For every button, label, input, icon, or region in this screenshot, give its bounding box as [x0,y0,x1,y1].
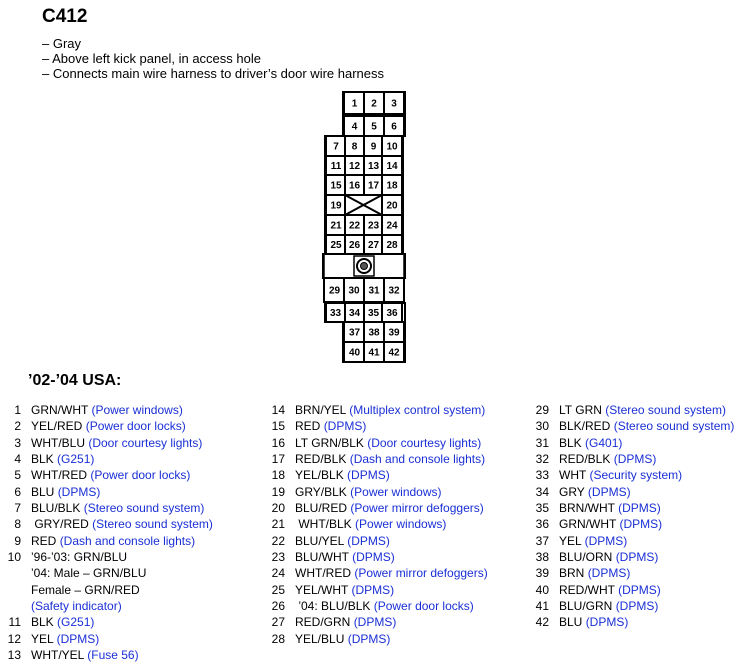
wire-color: BRN/WHT [559,501,615,516]
pin-label: 1 [351,98,358,110]
pin-cavity [364,116,384,136]
pin-cavity [384,342,404,362]
pin-number: 26 [271,599,285,614]
pin-cavity [326,303,345,322]
pin-number: 25 [271,582,285,597]
pin-number: 20 [271,501,285,516]
circuit-description: (DPMS) [587,484,631,499]
pin-number: 5 [14,468,21,483]
wire-color: RED/GRN [295,615,351,630]
legend-row [532,516,734,532]
circuit-description: (Multiplex control system) [349,403,486,417]
wire-color: RED [295,419,321,434]
circuit-description: (DPMS) [351,582,395,597]
pin-cavity [382,136,402,156]
pin-number: 38 [535,550,549,565]
pin-cavity [384,92,404,114]
wire-color: LT GRN/BLK [295,435,364,450]
circuit-description: (DPMS) [615,599,659,614]
pin-label: 20 [386,200,398,212]
circuit-description: (DPMS) [353,615,397,630]
pin-cavity [344,342,365,362]
legend-row [532,484,734,500]
legend-column-2 [268,402,488,647]
pin-cavity [364,303,383,322]
pin-label: 3 [391,98,397,110]
pin-label: 21 [330,220,342,232]
circuit-description: (Safety indicator) [31,599,122,614]
pin-number: 37 [535,533,549,548]
wire-color: WHT/RED [31,468,87,483]
pin-cavity [345,235,364,254]
pin-number: 30 [535,419,549,434]
legend-row [532,614,734,630]
wire-color: RED/BLK [295,452,347,467]
pin-label: 32 [388,285,400,297]
pin-number: 40 [535,582,549,597]
wire-color: GRN/WHT [31,403,89,417]
pin-number: 15 [271,419,285,434]
legend-row [268,451,488,467]
pin-label: 24 [386,220,398,232]
pin-cavity [364,322,384,342]
wire-color: YEL/BLU [295,631,345,646]
pin-cavity [382,215,402,235]
pin-label: 13 [367,161,380,172]
wire-color: BLK/RED [559,419,611,434]
pin-number: 3 [14,435,21,450]
pin-label: 15 [330,180,342,192]
pin-number: 23 [271,550,285,565]
pin-label: 28 [386,240,398,251]
pin-number: 41 [535,599,549,614]
circuit-description: (DPMS) [56,631,100,646]
wire-color: RED [31,533,57,548]
pin-label: 17 [367,180,380,192]
wire-color: BLK [559,435,582,450]
pin-cavity [384,278,404,302]
pin-label: 36 [386,308,398,319]
pin-cavity [382,195,402,215]
pin-number: 19 [271,484,285,499]
pin-cavity [345,175,364,195]
legend-row [532,402,734,418]
unused-cavity [345,195,382,215]
legend-row [268,614,488,630]
pin-label: 41 [368,347,380,359]
circuit-description: (DPMS) [613,452,657,467]
pin-cavity [344,322,365,342]
circuit-description: (Power mirror defoggers) [350,501,484,516]
pin-label: 19 [330,200,342,212]
legend-row [4,598,213,614]
pin-label: 9 [370,141,377,153]
pin-cavity [326,195,346,215]
pin-cavity [345,303,364,322]
legend-row [4,631,213,647]
pin-number: 39 [535,566,549,581]
circuit-description: (DPMS) [585,615,629,630]
legend-row [268,533,488,549]
pin-label: 30 [348,285,360,297]
legend-row [532,418,734,434]
circuit-description: (DPMS) [323,419,367,434]
legend-row [4,565,213,581]
pin-label: 14 [386,161,398,172]
pin-label: 6 [391,121,397,133]
legend-row [4,516,213,532]
wire-color: BLK [31,452,54,467]
pin-cavity [364,278,384,302]
legend-row [4,647,213,663]
pin-label: 11 [330,161,342,172]
legend-row [4,451,213,467]
legend-row [532,451,734,467]
wire-color: BLU/YEL [295,533,344,548]
pin-number: 21 [271,517,285,532]
region-heading: ’02-’04 USA: [28,372,122,389]
pin-cavity [344,278,364,302]
circuit-description: (DPMS) [615,550,659,565]
pin-cavity [326,175,346,195]
legend-row [532,500,734,516]
pin-label: 25 [330,240,342,251]
pin-label: 12 [348,161,361,172]
circuit-description: (Stereo sound system) [83,501,205,516]
wire-color: BLU [559,615,583,630]
pin-cavity [345,136,364,156]
pin-cavity [345,156,364,175]
pin-number: 2 [14,419,21,434]
legend-row [268,484,488,500]
circuit-description: (DPMS) [352,550,395,565]
wire-color: YEL/WHT [295,582,349,597]
pin-cavity [364,175,383,195]
pin-number: 6 [14,484,21,499]
pin-number: 34 [535,484,549,499]
circuit-description: (G251) [57,452,95,467]
pin-number: 10 [7,550,21,565]
pin-number: 28 [271,631,285,646]
circuit-description: (DPMS) [347,631,391,646]
legend-row [532,467,734,483]
pin-number: 35 [535,501,549,516]
legend-row [268,582,488,598]
note-location: – Above left kick panel, in access hole [42,51,261,66]
pin-number: 16 [271,435,285,450]
pin-number: 17 [271,452,285,467]
wire-color: BLU [31,484,55,499]
wire-color: RED/BLK [559,452,611,467]
pin-number: 24 [271,566,285,581]
wire-color: BLU/BLK [31,501,81,516]
pin-cavity [344,116,365,136]
pin-label: 29 [328,285,341,297]
pin-cavity [324,278,345,302]
pin-label: 2 [371,98,377,110]
wire-color: Female – GRN/RED [31,582,140,597]
circuit-description: (Power windows) [350,484,442,499]
note-connects: – Connects main wire harness to driver’s door wire harness [42,66,385,81]
pin-label: 8 [351,141,358,153]
wire-color: GRY/RED [31,517,89,532]
legend-row [532,549,734,565]
wire-color: YEL/BLK [295,468,344,483]
pin-number: 42 [535,615,549,630]
pin-cavity [382,175,402,195]
wire-color: WHT [559,468,587,483]
legend-row [532,533,734,549]
legend-column-3 [532,402,734,631]
pin-label: 39 [388,327,400,339]
legend-row [268,549,488,565]
wire-color: BRN/YEL [295,403,346,417]
circuit-description: (DPMS) [347,533,390,548]
pin-number: 12 [7,631,21,646]
pin-cavity [382,156,402,175]
pin-label: 37 [348,327,361,339]
pin-number: 4 [14,452,21,467]
pin-cavity [326,136,346,156]
pin-cavity [382,303,402,322]
pin-label: 38 [368,327,380,339]
wire-color: RED/WHT [559,582,615,597]
pin-cavity [364,342,384,362]
legend-row [268,516,488,532]
legend-row [532,435,734,451]
wire-color: WHT/RED [295,566,351,581]
pin-label: 10 [386,141,398,153]
legend-row [268,402,488,418]
note-color: – Gray [42,36,82,51]
circuit-description: (Door courtesy lights) [367,435,482,450]
legend-row [4,533,213,549]
circuit-description: (DPMS) [57,484,101,499]
pin-number: 18 [271,468,285,483]
circuit-description: (Door courtesy lights) [88,435,203,450]
legend-row [268,467,488,483]
pin-number: 9 [14,533,21,548]
pin-label: 34 [348,308,361,319]
wire-color: BLK [31,615,54,630]
wire-color: ’04: Male – GRN/BLU [31,566,147,581]
pin-cavity [344,92,365,114]
pin-label: 42 [388,347,400,359]
wire-color: BLU/WHT [295,550,349,565]
legend-row [4,418,213,434]
circuit-description: (Stereo sound system) [613,419,735,434]
pin-number: 8 [14,517,21,532]
wire-color: WHT/BLK [295,517,352,532]
pin-label: 33 [329,308,342,319]
legend-column-1 [4,402,213,664]
legend-row [532,598,734,614]
pin-cavity [345,215,364,235]
pin-cavity [384,322,404,342]
wire-color: ’96-’03: GRN/BLU [31,550,128,565]
circuit-description: (Power windows) [91,403,183,417]
pin-number: 29 [535,403,549,417]
pin-cavity [364,215,383,235]
pin-number: 36 [535,517,549,532]
wire-color: GRY/BLK [295,484,347,499]
circuit-description: (DPMS) [619,517,663,532]
wire-color: WHT/YEL [31,648,84,663]
circuit-description: (Dash and console lights) [349,452,486,467]
pin-cavity [364,235,383,254]
circuit-description: (Stereo sound system) [605,403,726,417]
legend-row [4,500,213,516]
wire-color: YEL [559,533,582,548]
legend-row [532,582,734,598]
pin-number: 14 [271,403,285,417]
pin-number: 22 [271,533,285,548]
wire-color: BLU/RED [295,501,348,516]
connector-title: C412 [42,6,88,27]
circuit-description: (DPMS) [584,533,628,548]
wire-color: WHT/BLU [31,435,85,450]
legend-row [4,549,213,565]
pin-number: 11 [8,615,21,630]
wire-color: YEL [31,631,54,646]
legend-row [268,565,488,581]
wire-color: YEL/RED [31,419,83,434]
pin-label: 4 [351,121,358,133]
circuit-description: (DPMS) [618,582,661,597]
wire-color: BLU/GRN [559,599,613,614]
pin-label: 27 [367,240,380,251]
legend-row [532,565,734,581]
legend-row [4,582,213,598]
pin-label: 35 [367,308,380,319]
pin-cavity [364,156,383,175]
circuit-description: (DPMS) [587,566,631,581]
pin-number: 1 [14,403,21,417]
circuit-description: (Power mirror defoggers) [354,566,488,581]
pin-number: 27 [271,615,285,630]
pin-number: 33 [535,468,549,483]
pin-label: 31 [368,285,380,297]
pin-cavity [382,235,402,254]
circuit-description: (Fuse 56) [87,648,139,663]
circuit-description: (G401) [585,435,623,450]
pin-label: 18 [386,180,398,192]
legend-row [268,631,488,647]
circuit-description: (Power windows) [355,517,447,532]
pin-label: 40 [348,347,361,359]
legend-row [268,598,488,614]
pin-cavity [326,235,346,254]
pin-number: 13 [7,648,21,663]
circuit-description: (Power door locks) [373,599,474,614]
pin-label: 7 [333,141,339,153]
legend-row [4,467,213,483]
pin-cavity [364,92,384,114]
pin-label: 16 [348,180,361,192]
pin-number: 32 [535,452,549,467]
pin-cavity [326,156,346,175]
circuit-description: (Power door locks) [85,419,186,434]
pin-label: 23 [367,220,380,232]
circuit-description: (DPMS) [618,501,661,516]
wire-color: GRY [559,484,585,499]
legend-row [4,435,213,451]
pin-number: 31 [535,435,549,450]
legend-row [268,500,488,516]
circuit-description: (Dash and console lights) [59,533,196,548]
pin-cavity [384,116,404,136]
wire-color: ’04: BLU/BLK [295,599,371,614]
legend-row [4,484,213,500]
pin-label: 26 [348,240,361,251]
legend-row [4,402,213,418]
wire-color: BRN [559,566,585,581]
legend-row [4,614,213,630]
circuit-description: (DPMS) [347,468,390,483]
circuit-description: (G251) [57,615,95,630]
pin-label: 5 [371,121,377,133]
pin-number: 7 [14,501,21,516]
pin-cavity [364,136,383,156]
wire-color: LT GRN [559,403,602,417]
pin-cavity [326,215,346,235]
pin-label: 22 [348,220,361,232]
circuit-description: (Security system) [589,468,683,483]
wire-color: GRN/WHT [559,517,617,532]
wire-color: BLU/ORN [559,550,613,565]
circuit-description: (Power door locks) [90,468,191,483]
circuit-description: (Stereo sound system) [92,517,213,532]
legend-row [268,435,488,451]
legend-row [268,418,488,434]
